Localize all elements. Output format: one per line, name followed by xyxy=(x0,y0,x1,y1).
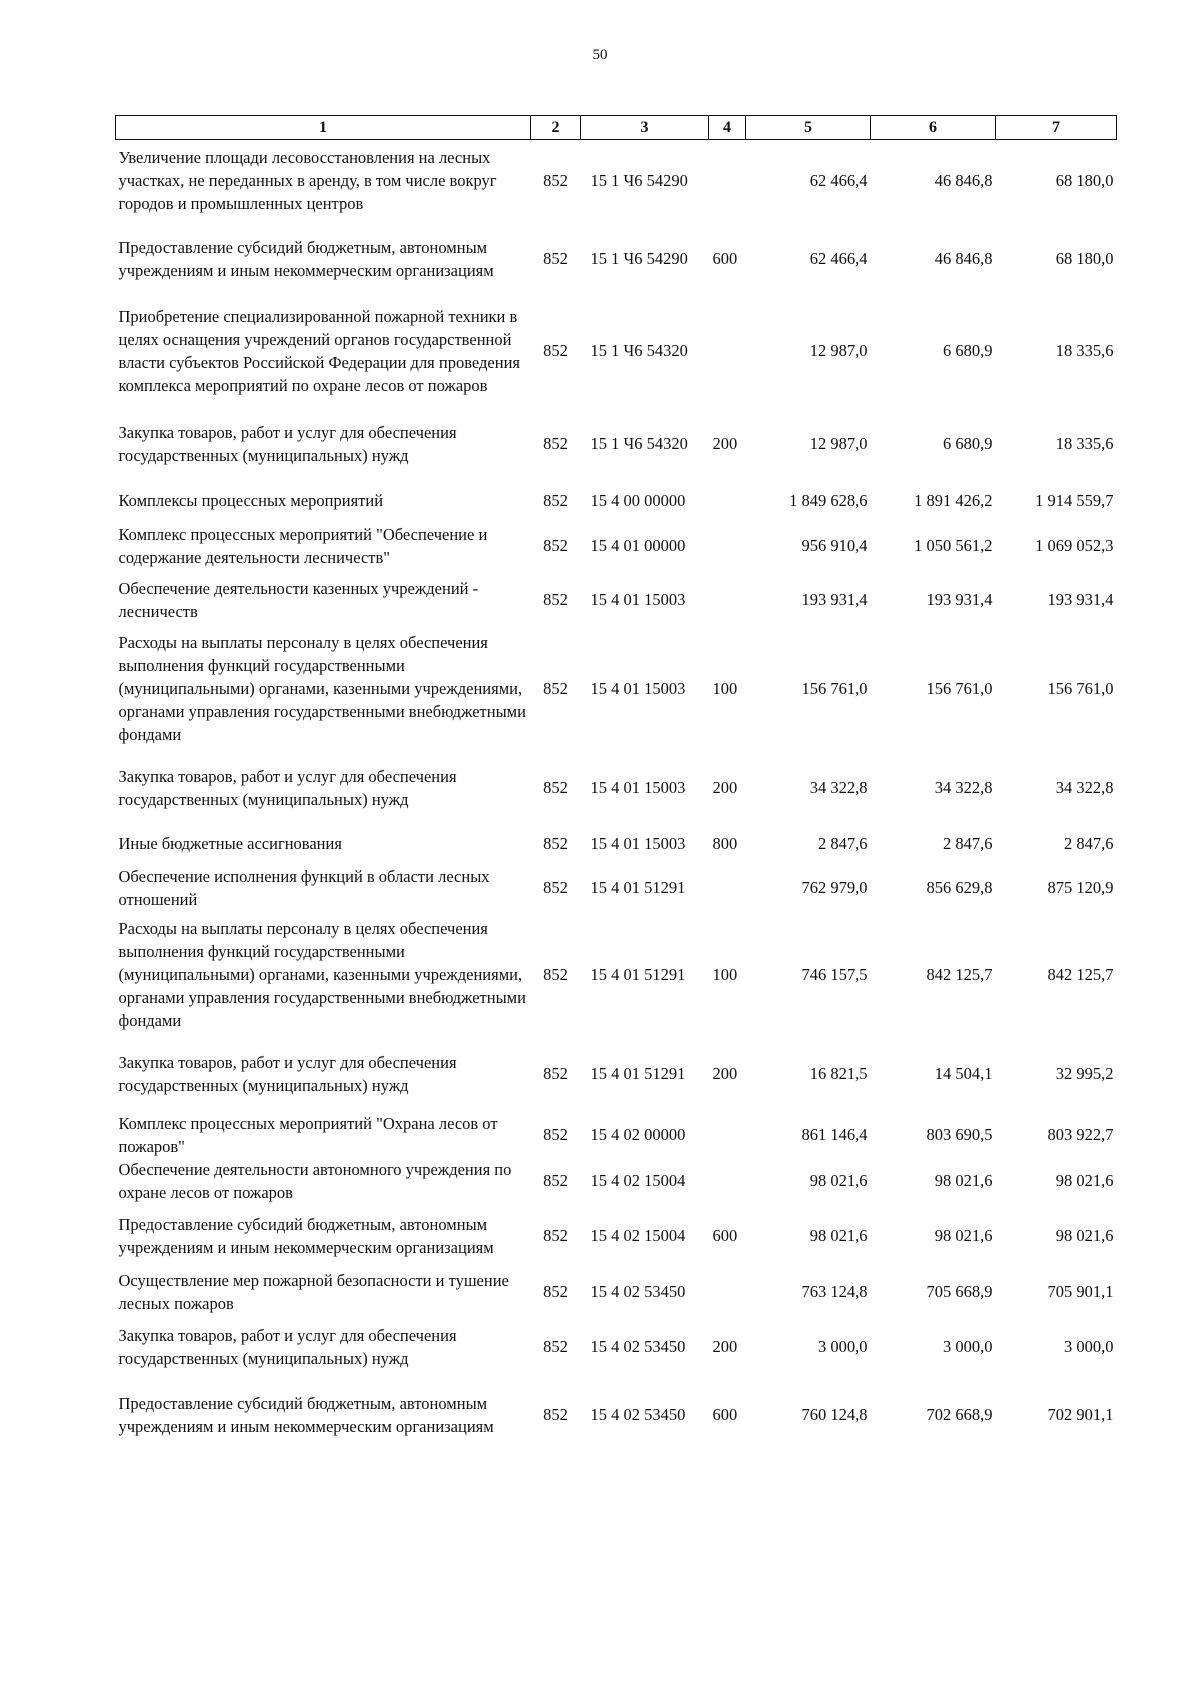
row-csr-code: 15 4 02 00000 xyxy=(590,1125,686,1144)
row-csr-code: 15 4 01 51291 xyxy=(590,1064,686,1083)
row-amount-year2: 46 846,8 xyxy=(934,171,993,191)
row-vr-code xyxy=(709,520,746,572)
row-name: Расходы на выплаты персоналу в целях обеспечения выполнения функций государственными (муниципальными) органами, казенными учреждениями, органами управления государственными внебюджетными фондами xyxy=(118,633,526,744)
row-csr-code: 15 4 01 15003 xyxy=(590,590,686,609)
column-header-year3: 7 xyxy=(996,116,1117,140)
row-amount-year3: 68 180,0 xyxy=(1055,171,1114,191)
row-amount-year2: 1 891 426,2 xyxy=(914,491,993,510)
row-name: Увеличение площади лесовосстановления на лесных участках, не переданных в аренду, в том числе вокруг городов и промышленных центров xyxy=(118,148,497,214)
row-amount-year1: 98 021,6 xyxy=(809,1171,868,1190)
row-csr-code: 15 4 02 53450 xyxy=(590,1405,686,1424)
table-body xyxy=(116,140,1117,1452)
row-amount-year3: 18 335,6 xyxy=(1055,434,1114,453)
row-amount-year1: 16 821,5 xyxy=(809,1064,868,1083)
row-name: Осуществление мер пожарной безопасности и тушение лесных пожаров xyxy=(118,1270,509,1313)
row-name: Закупка товаров, работ и услуг для обеспечения государственных (муниципальных) нужд xyxy=(118,766,457,809)
row-amount-year1: 62 466,4 xyxy=(809,249,868,268)
row-amount-year3: 702 901,1 xyxy=(1047,1405,1114,1424)
row-amount-year2: 6 680,9 xyxy=(943,434,993,453)
row-vr-code: 200 xyxy=(712,434,738,453)
row-amount-year2: 702 668,9 xyxy=(926,1405,993,1424)
row-amount-year2: 856 629,8 xyxy=(926,878,993,897)
row-amount-year1: 956 910,4 xyxy=(801,536,868,555)
row-amount-year3: 18 335,6 xyxy=(1055,341,1114,360)
row-admin-code: 852 xyxy=(543,1282,568,1301)
row-amount-year1: 156 761,0 xyxy=(801,679,868,698)
row-admin-code: 852 xyxy=(543,1226,568,1245)
row-vr-code: 600 xyxy=(712,249,738,268)
row-admin-code: 852 xyxy=(543,1125,568,1144)
table-row xyxy=(116,1204,1117,1268)
row-amount-year1: 861 146,4 xyxy=(801,1125,868,1144)
row-amount-year3: 1 069 052,3 xyxy=(1035,536,1114,555)
row-name: Иные бюджетные ассигнования xyxy=(118,834,342,853)
row-vr-code xyxy=(709,1158,746,1204)
row-amount-year2: 803 690,5 xyxy=(926,1125,993,1144)
table-row xyxy=(116,1112,1117,1158)
row-name: Комплексы процессных мероприятий xyxy=(118,491,384,510)
row-amount-year1: 12 987,0 xyxy=(809,341,868,360)
row-vr-code xyxy=(709,1112,746,1158)
row-amount-year3: 2 847,6 xyxy=(1064,834,1114,853)
row-amount-year2: 14 504,1 xyxy=(934,1064,993,1083)
row-amount-year3: 32 995,2 xyxy=(1055,1064,1114,1083)
row-amount-year1: 763 124,8 xyxy=(801,1282,868,1301)
row-csr-code: 15 4 02 15004 xyxy=(590,1171,686,1190)
table-row xyxy=(116,628,1117,750)
table-row xyxy=(116,520,1117,572)
row-vr-code xyxy=(709,482,746,520)
table-header xyxy=(116,116,1117,140)
row-admin-code: 852 xyxy=(543,536,568,555)
row-vr-code: 600 xyxy=(712,1226,738,1245)
row-admin-code: 852 xyxy=(543,965,568,984)
row-admin-code: 852 xyxy=(543,434,568,453)
row-csr-code: 15 4 01 15003 xyxy=(590,778,686,797)
row-admin-code: 852 xyxy=(543,1405,568,1424)
row-csr-code: 15 4 01 00000 xyxy=(590,536,686,555)
row-amount-year1: 760 124,8 xyxy=(801,1405,868,1424)
row-csr-code: 15 4 01 15003 xyxy=(590,679,686,698)
row-amount-year2: 842 125,7 xyxy=(926,965,993,984)
row-amount-year1: 3 000,0 xyxy=(818,1337,868,1356)
row-csr-code: 15 4 02 53450 xyxy=(590,1337,686,1356)
table-row xyxy=(116,862,1117,914)
table-row xyxy=(116,1316,1117,1378)
row-admin-code: 852 xyxy=(543,834,568,853)
column-header-name: 1 xyxy=(116,116,531,140)
row-csr-code: 15 4 01 51291 xyxy=(590,878,686,897)
table-row xyxy=(116,406,1117,482)
column-header-year1: 5 xyxy=(746,116,871,140)
row-vr-code xyxy=(709,862,746,914)
row-amount-year1: 34 322,8 xyxy=(809,778,868,797)
budget-table xyxy=(115,115,1117,1452)
row-csr-code: 15 4 02 53450 xyxy=(590,1282,686,1301)
column-header-year2: 6 xyxy=(871,116,996,140)
row-amount-year2: 98 021,6 xyxy=(934,1171,993,1190)
row-name: Приобретение специализированной пожарной техники в целях оснащения учреждений органов государственной власти субъектов Российской Федерации для проведения комплекса мероприятий по охране лесов от пожаров xyxy=(118,306,520,395)
row-amount-year1: 2 847,6 xyxy=(818,834,868,853)
row-admin-code: 852 xyxy=(543,341,568,360)
row-amount-year3: 803 922,7 xyxy=(1047,1125,1114,1144)
table-row xyxy=(116,140,1117,222)
row-name: Обеспечение деятельности автономного учреждения по охране лесов от пожаров xyxy=(118,1159,512,1202)
row-admin-code: 852 xyxy=(543,679,568,698)
row-amount-year3: 68 180,0 xyxy=(1055,249,1114,268)
row-csr-code: 15 4 01 51291 xyxy=(590,965,686,984)
row-vr-code: 600 xyxy=(712,1405,738,1424)
row-amount-year3: 875 120,9 xyxy=(1047,878,1114,897)
row-amount-year2: 98 021,6 xyxy=(934,1226,993,1245)
row-csr-code: 15 4 01 15003 xyxy=(590,834,686,853)
row-admin-code: 852 xyxy=(543,878,568,897)
row-amount-year3: 193 931,4 xyxy=(1047,590,1114,609)
row-name: Закупка товаров, работ и услуг для обеспечения государственных (муниципальных) нужд xyxy=(118,1052,457,1095)
row-amount-year2: 1 050 561,2 xyxy=(914,536,993,555)
row-csr-code: 15 1 Ч6 54290 xyxy=(590,171,688,191)
table-row xyxy=(116,1268,1117,1316)
row-amount-year2: 46 846,8 xyxy=(934,249,993,268)
row-amount-year1: 746 157,5 xyxy=(801,965,868,984)
row-vr-code: 800 xyxy=(712,834,738,853)
row-vr-code xyxy=(709,140,746,222)
column-header-admin: 2 xyxy=(531,116,581,140)
row-amount-year3: 3 000,0 xyxy=(1064,1337,1114,1356)
row-csr-code: 15 1 Ч6 54320 xyxy=(590,434,688,453)
row-admin-code: 852 xyxy=(543,171,568,191)
row-amount-year3: 98 021,6 xyxy=(1055,1226,1114,1245)
row-name: Закупка товаров, работ и услуг для обеспечения государственных (муниципальных) нужд xyxy=(118,422,457,465)
row-amount-year3: 156 761,0 xyxy=(1047,679,1114,698)
row-admin-code: 852 xyxy=(543,778,568,797)
row-amount-year2: 156 761,0 xyxy=(926,679,993,698)
row-csr-code: 15 4 00 00000 xyxy=(590,491,686,510)
row-amount-year2: 34 322,8 xyxy=(934,778,993,797)
row-amount-year1: 1 849 628,6 xyxy=(789,491,868,510)
row-name: Комплекс процессных мероприятий "Охрана лесов от пожаров" xyxy=(118,1113,498,1156)
row-vr-code xyxy=(709,1268,746,1316)
table-row xyxy=(116,572,1117,628)
row-amount-year3: 1 914 559,7 xyxy=(1035,491,1114,510)
row-name: Обеспечение деятельности казенных учреждений - лесничеств xyxy=(118,578,479,621)
row-csr-code: 15 1 Ч6 54320 xyxy=(590,341,688,360)
row-amount-year2: 6 680,9 xyxy=(943,341,993,360)
row-admin-code: 852 xyxy=(543,491,568,510)
row-amount-year1: 98 021,6 xyxy=(809,1226,868,1245)
table-row xyxy=(116,826,1117,862)
row-name: Расходы на выплаты персоналу в целях обеспечения выполнения функций государственными (муниципальными) органами, казенными учреждениями, органами управления государственными внебюджетными фондами xyxy=(118,919,526,1030)
header-row xyxy=(116,116,1117,140)
row-vr-code: 100 xyxy=(712,965,738,984)
table-row xyxy=(116,1378,1117,1452)
table-row xyxy=(116,296,1117,406)
row-admin-code: 852 xyxy=(543,1337,568,1356)
row-name: Предоставление субсидий бюджетным, автономным учреждениям и иным некоммерческим организациям xyxy=(118,1393,494,1436)
table-row xyxy=(116,482,1117,520)
row-name: Предоставление субсидий бюджетным, автономным учреждениям и иным некоммерческим организациям xyxy=(118,1214,494,1257)
table-row xyxy=(116,1158,1117,1204)
row-amount-year3: 34 322,8 xyxy=(1055,778,1114,797)
row-admin-code: 852 xyxy=(543,1064,568,1083)
row-vr-code xyxy=(709,296,746,406)
column-header-csr: 3 xyxy=(581,116,709,140)
row-amount-year1: 762 979,0 xyxy=(801,878,868,897)
row-amount-year1: 62 466,4 xyxy=(809,171,868,191)
row-amount-year2: 3 000,0 xyxy=(943,1337,993,1356)
page-number: 50 xyxy=(592,47,608,63)
row-admin-code: 852 xyxy=(543,249,568,268)
row-amount-year1: 193 931,4 xyxy=(801,590,868,609)
table-row xyxy=(116,1036,1117,1112)
row-amount-year2: 705 668,9 xyxy=(926,1282,993,1301)
table-row xyxy=(116,914,1117,1036)
row-amount-year1: 12 987,0 xyxy=(809,434,868,453)
row-amount-year2: 193 931,4 xyxy=(926,590,993,609)
row-name: Комплекс процессных мероприятий "Обеспечение и содержание деятельности лесничеств" xyxy=(118,524,488,567)
row-vr-code xyxy=(709,572,746,628)
row-csr-code: 15 4 02 15004 xyxy=(590,1226,686,1245)
row-amount-year3: 705 901,1 xyxy=(1047,1282,1114,1301)
row-name: Закупка товаров, работ и услуг для обеспечения государственных (муниципальных) нужд xyxy=(118,1325,457,1368)
row-vr-code: 200 xyxy=(712,1337,738,1356)
row-vr-code: 200 xyxy=(712,778,738,797)
row-admin-code: 852 xyxy=(543,1171,568,1190)
row-vr-code: 200 xyxy=(712,1064,738,1083)
row-amount-year2: 2 847,6 xyxy=(943,834,993,853)
table-row xyxy=(116,750,1117,826)
row-amount-year3: 842 125,7 xyxy=(1047,965,1114,984)
row-name: Обеспечение исполнения функций в области лесных отношений xyxy=(118,866,490,909)
row-amount-year3: 98 021,6 xyxy=(1055,1171,1114,1190)
column-header-vr: 4 xyxy=(709,116,746,140)
row-admin-code: 852 xyxy=(543,590,568,609)
row-vr-code: 100 xyxy=(712,679,738,698)
row-name: Предоставление субсидий бюджетным, автономным учреждениям и иным некоммерческим организациям xyxy=(118,237,494,280)
row-csr-code: 15 1 Ч6 54290 xyxy=(590,249,688,268)
table-row xyxy=(116,222,1117,296)
